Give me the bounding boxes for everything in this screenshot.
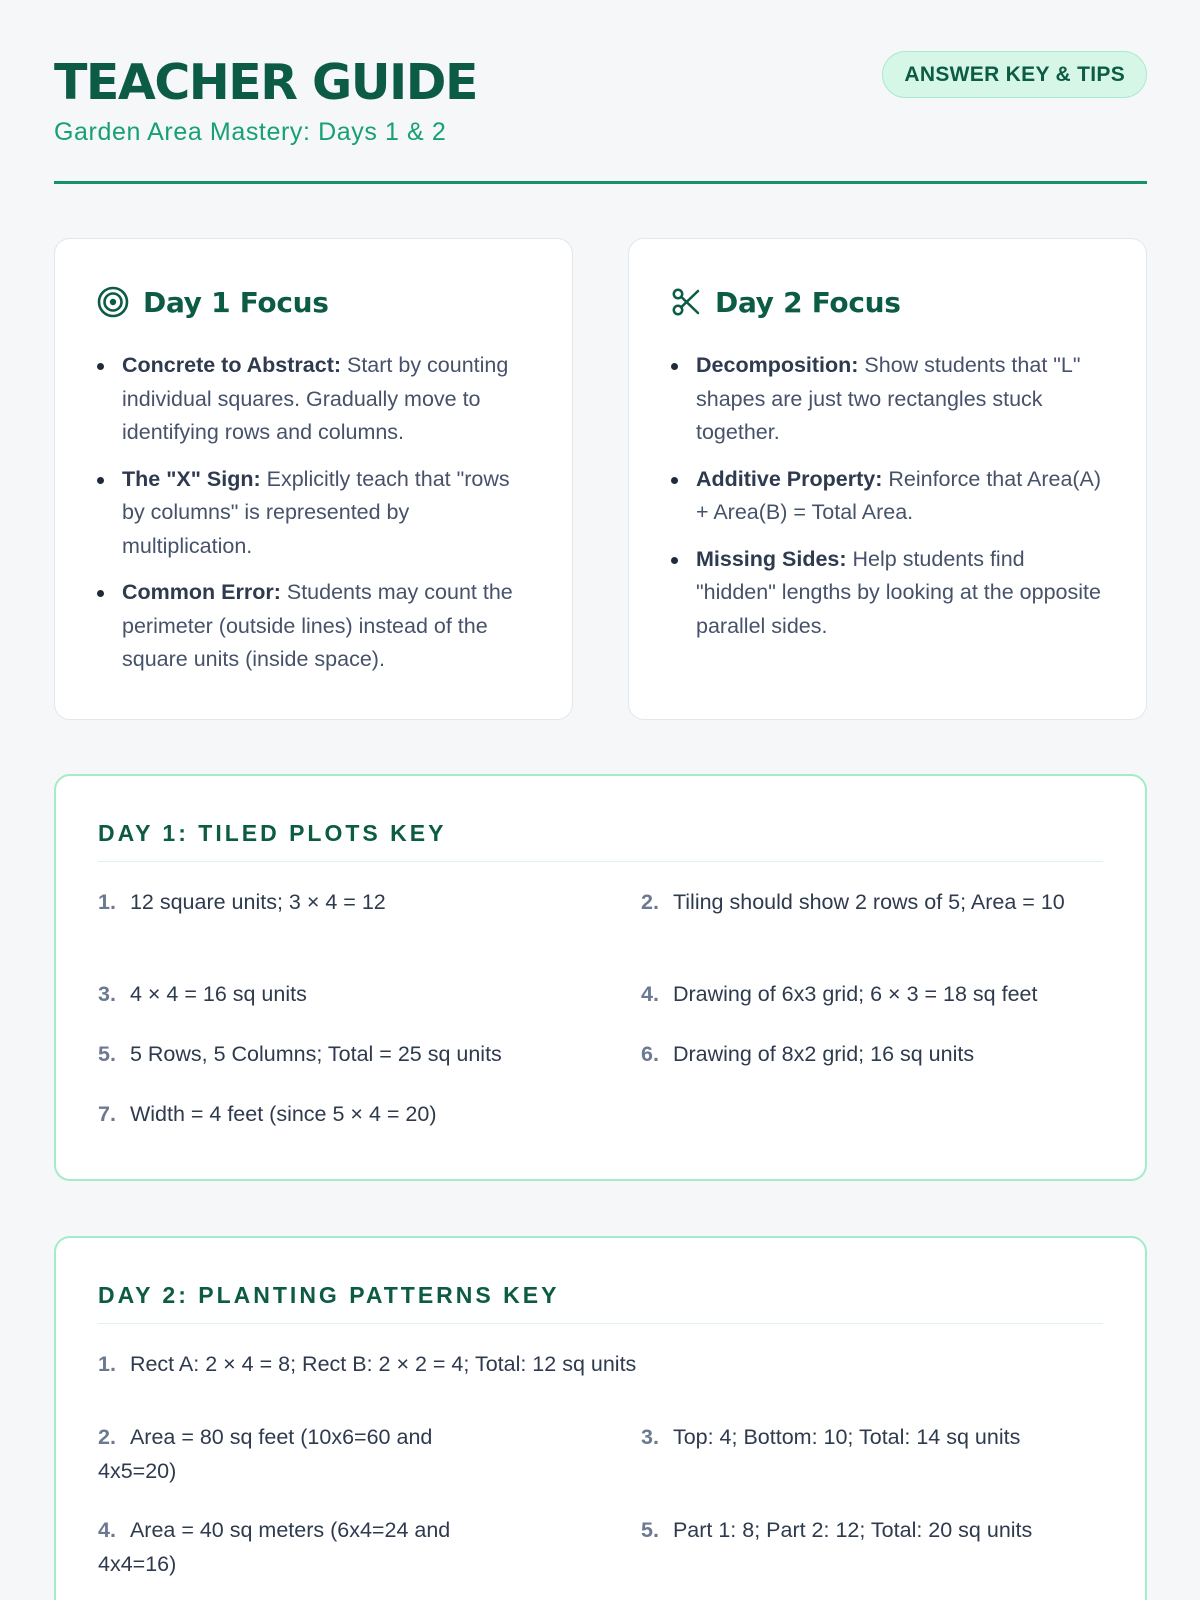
answer-item: 2. Tiling should show 2 rows of 5; Area = 10 (641, 890, 1065, 914)
teacher-guide-page (54, 0, 1147, 1576)
list-item: The "X" Sign: Explicitly teach that "rows by columns" is represented by multiplication. (97, 463, 530, 564)
answer-key-badge: ANSWER KEY & TIPS (882, 51, 1147, 98)
answer-item: 4. Drawing of 6x3 grid; 6 × 3 = 18 sq feet (641, 982, 1038, 1006)
day1-focus-list (97, 349, 530, 677)
answer-item: 6. Drawing of 8x2 grid; 16 sq units (641, 1042, 975, 1066)
target-icon (97, 286, 129, 318)
day1-key-title: DAY 1: TILED PLOTS KEY (98, 820, 1103, 862)
scissors-icon (671, 287, 701, 317)
day2-answer-key (54, 1236, 1147, 1600)
answer-item: 4. Area = 40 sq meters (6x4=24 and 4x4=16) (98, 1518, 451, 1576)
day2-key-title: DAY 2: PLANTING PATTERNS KEY (98, 1282, 1103, 1324)
page-title: TEACHER GUIDE (54, 54, 477, 111)
answer-item: 5. 5 Rows, 5 Columns; Total = 25 sq units (98, 1042, 502, 1066)
answer-item: 1. 12 square units; 3 × 4 = 12 (98, 890, 386, 914)
answer-item: 7. Width = 4 feet (since 5 × 4 = 20) (98, 1102, 437, 1126)
list-item: Missing Sides: Help students find "hidden" lengths by looking at the opposite parallel sides. (671, 543, 1104, 644)
day1-focus-card (54, 238, 573, 720)
day2-focus-card (628, 238, 1147, 720)
day1-focus-title: Day 1 Focus (143, 285, 329, 319)
answer-item: 3. 4 × 4 = 16 sq units (98, 982, 307, 1006)
list-item: Additive Property: Reinforce that Area(A) + Area(B) = Total Area. (671, 463, 1104, 530)
list-item: Common Error: Students may count the perimeter (outside lines) instead of the square units (inside space). (97, 576, 530, 677)
answer-item: 2. Area = 80 sq feet (10x6=60 and 4x5=20) (98, 1425, 433, 1483)
day1-answer-key (54, 774, 1147, 1181)
day2-focus-list (671, 349, 1104, 643)
page-header (54, 0, 1147, 184)
list-item: Decomposition: Show students that "L" shapes are just two rectangles stuck together. (671, 349, 1104, 450)
answer-item: 5. Part 1: 8; Part 2: 12; Total: 20 sq units (641, 1518, 1033, 1542)
list-item: Concrete to Abstract: Start by counting individual squares. Gradually move to identifying rows and columns. (97, 349, 530, 450)
page-subtitle: Garden Area Mastery: Days 1 & 2 (54, 118, 447, 146)
focus-cards (54, 238, 1147, 720)
day2-focus-title: Day 2 Focus (715, 285, 901, 319)
answer-item: 3. Top: 4; Bottom: 10; Total: 14 sq units (641, 1425, 1021, 1449)
answer-item: 1. Rect A: 2 × 4 = 8; Rect B: 2 × 2 = 4; Total: 12 sq units (98, 1352, 637, 1376)
